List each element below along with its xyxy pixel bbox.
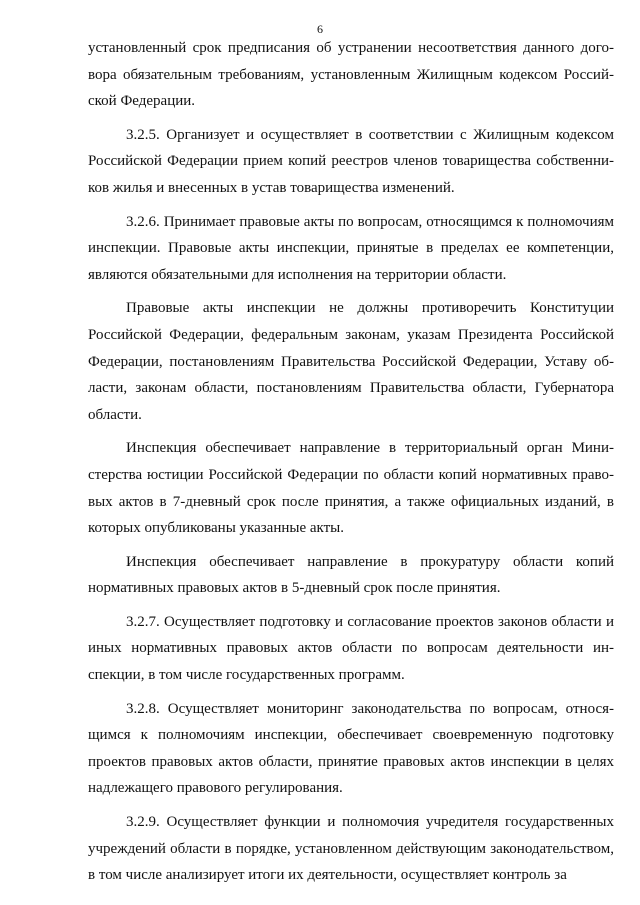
page-number: 6 — [317, 22, 323, 36]
paragraph-6: Инспекция обеспечивает направление в прокуратуру области копий нормативных правовых актов в 5-дневный срок после принятия. — [88, 553, 614, 597]
paragraph-9: 3.2.9. Осуществляет функции и полномочия учредителя государственных учреждений области в порядке, установленном действующим законодательством, в том числе анализирует итоги их деятельности, осуществляет контроль за — [88, 814, 614, 884]
paragraph-7: 3.2.7. Осуществляет подготовку и согласование проектов законов области и иных нормативных правовых актов области по вопросам деятельности инспекции, в том числе государственных программ. — [88, 613, 614, 684]
paragraph-4: Правовые акты инспекции не должны противоречить Конституции Российской Федерации, федеральным законам, указам Президента Российской Федерации, постановлениям Правительства Российской Федерации, Уставу области, законам области, постановлениям Правительства области, Губернатора области. — [88, 300, 614, 423]
paragraph-1: установленный срок предписания об устранении несоответствия данного договора обязательным требованиям, установленным Жилищным кодексом Российской Федерации. — [88, 40, 614, 110]
paragraph-3: 3.2.6. Принимает правовые акты по вопросам, относящимся к полномочиям инспекции. Правовые акты инспекции, принятые в пределах ее компетенции, являются обязательными для исполнения на территории области. — [88, 213, 614, 283]
paragraph-8: 3.2.8. Осуществляет мониторинг законодательства по вопросам, относящимся к полномочиям инспекции, обеспечивает своевременную подготовку проектов правовых актов области, принятие правовых актов инспекции в целях надлежащего правового регулирования. — [88, 700, 614, 797]
paragraph-5: Инспекция обеспечивает направление в территориальный орган Министерства юстиции Российской Федерации по области копий нормативных правовых актов в 7-дневный срок после принятия, а также официальных изданий, в которых опубликованы указанные акты. — [88, 440, 614, 537]
document-body — [88, 35, 614, 896]
paragraph-2: 3.2.5. Организует и осуществляет в соответствии с Жилищным кодексом Российской Федерации прием копий реестров членов товарищества собственников жилья и внесенных в устав товарищества изменений. — [88, 126, 614, 196]
